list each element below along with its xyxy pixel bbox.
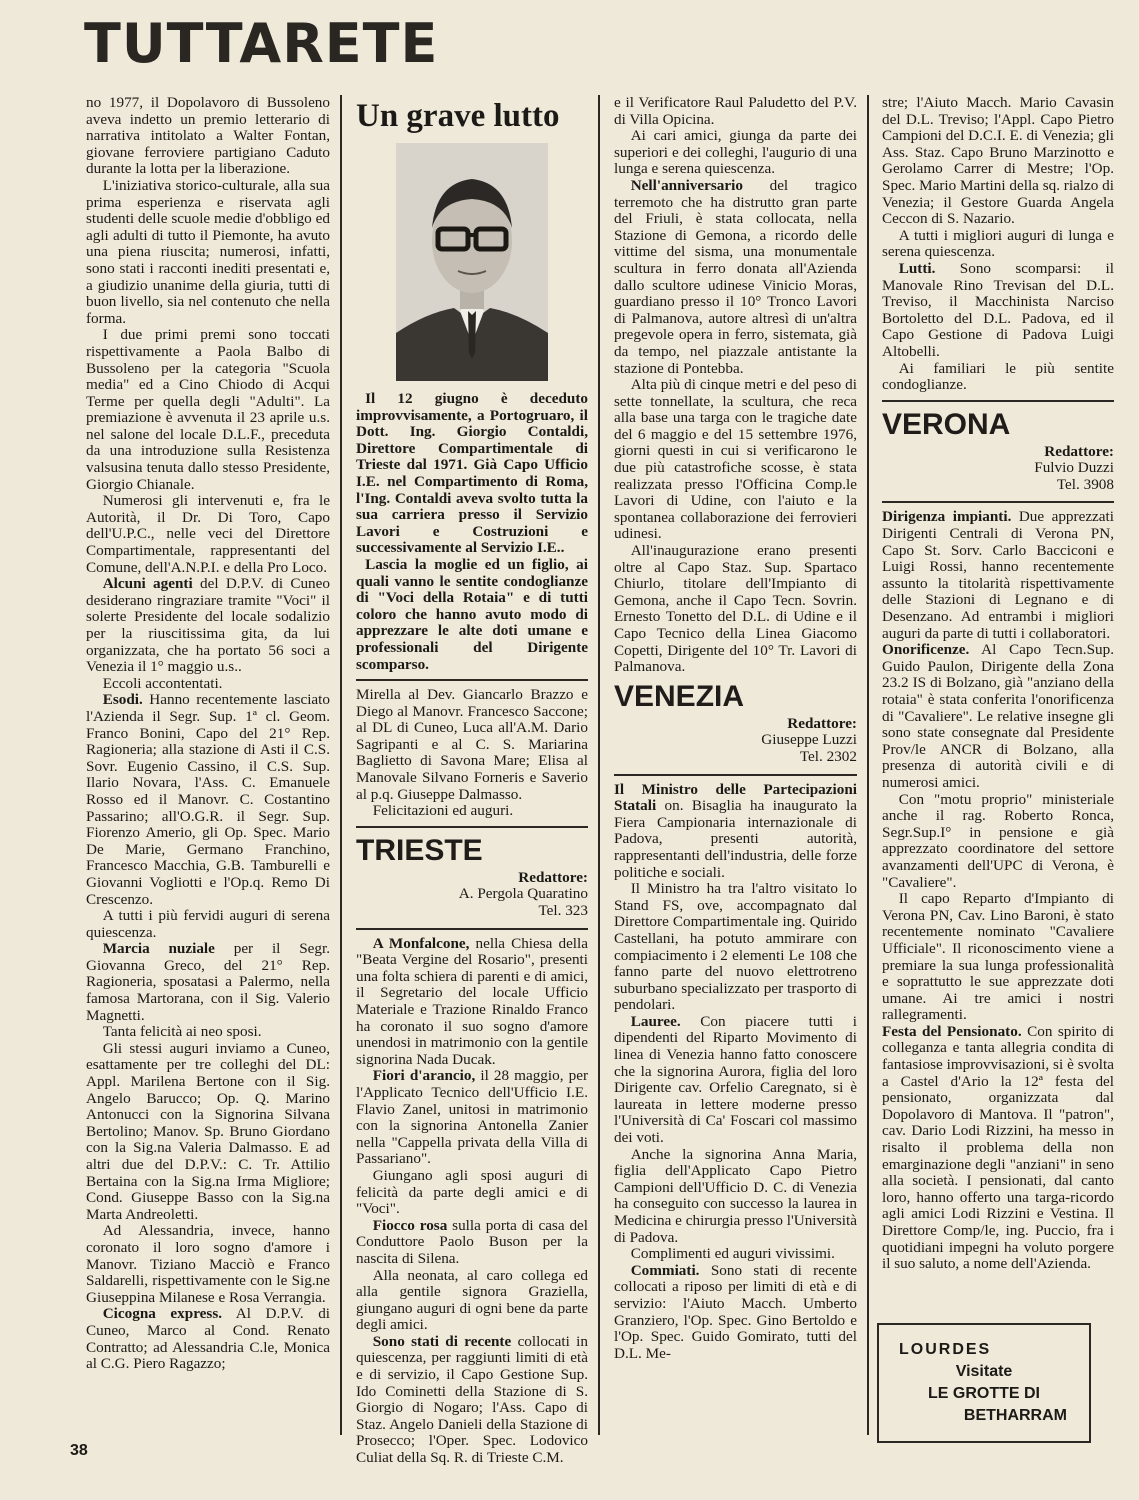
paragraph [882,509,1114,642]
headline-grave-lutto: Un grave lutto [356,98,560,134]
redattore-verona [882,444,1114,494]
paragraph-lead: Alcuni agenti [102,575,193,593]
paragraph-text: Al D.P.V. di Cuneo, Marco al Cond. Renato Contratto; ad Alessandria C.le, Monica al C.G. Piero Ragazzo; [86,1305,331,1373]
paragraph [86,1223,330,1306]
paragraph-lead: Lauree. [630,1012,681,1030]
paragraph [86,676,330,693]
paragraph [86,1041,330,1224]
paragraph [614,1263,857,1363]
paragraph [614,128,857,178]
paragraph [614,1147,857,1247]
portrait-photo [396,143,548,381]
paragraph [356,936,588,1069]
paragraph-text: il 28 maggio, per l'Applicato Tecnico dell'Ufficio I.E. Flavio Zanel, unitosi in matrimonio con la signorina Antonella Zanier nella "Cappella privata della Villa di Passariano". [356,1067,588,1168]
paragraph [356,1218,588,1268]
paragraph [356,687,588,803]
ad-line-3: LE GROTTE DI [928,1385,1040,1402]
paragraph [86,327,330,493]
paragraph-lead: Onorificenze. [882,641,970,659]
paragraph-text: sulla porta di casa del Conduttore Paolo Buson per la nascita di Silena. [356,1216,588,1267]
paragraph-lead: Commiati. [630,1261,700,1279]
paragraph-text: Con piacere tutti i dipendenti del Riparto Movimento di linea di Venezia hanno fatto conoscere che la signorina Aurora, figlia del loro Dirigente cav. Orfelio Caregnato, si è laureata in lettere moderne presso l'Università di Ca' Foscari col massimo dei voti. [614,1012,857,1147]
section-title-venezia: VENEZIA [614,679,745,713]
ad-line-4: BETHARRAM [963,1407,1067,1424]
paragraph-text: Numerosi gli intervenuti e, fra le Autorità, il Dr. Di Toro, Capo dell'U.P.C., nelle veci del Direttore Compartimentale, rappresentanti del Comune, dell'A.N.P.I. e della Pro Loco. [86,492,330,576]
paragraph-text: del tragico terremoto che ha distrutto gran parte del Friuli, è stata collocata, nella Stazione di Gemona, a ricordo delle vittime del sisma, una monumentale scultura in ferro donata all'Azienda dallo scultore udinese Vinicio Moras, guardiano presso il 10° Tronco Lavori di Palmanova, autore altresì di un'altra pregevole opera in ferro, sistemata, già da tempo, nel piazzale antistante la stazione di Pontebba. [614,176,857,377]
paragraph [614,1246,857,1263]
paragraph-text: collocati in quiescenza, per raggiunti limiti di età e di servizio, il Capo Gestione Sup. Ido Cominetti della Stazione di S. Giorgio di Nogaro; l'Ass. Capo di Staz. Angelo Danieli della Stazione di Prosecco; l'Oper. Spec. Lodovico Culiat della Sq. R. di Trieste C.M. [356,1332,588,1467]
paragraph [86,1306,330,1372]
paragraph [86,576,330,676]
page-number: 38 [70,1442,88,1459]
separator [356,928,588,930]
paragraph-lead: A Monfalcone, [372,934,470,952]
column-3 [614,95,857,1455]
paragraph-text: Con "motu proprio" ministeriale anche il rag. Roberto Ronca, Segr.Sup.I° in pensione e già apprezzato coordinatore del settore avanzamenti dell'UPC di Verona, è "Cavaliere". [882,790,1114,891]
paragraph-lead: Dirigenza impianti. [882,508,1012,526]
paragraph-text: A tutti i più fervidi auguri di serena quiescenza. [86,907,330,941]
redattore-label: Redattore: [518,868,588,886]
paragraph [882,261,1114,361]
paragraph-text: A tutti i migliori auguri di lunga e serena quiescenza. [882,226,1114,261]
column-2 [356,95,588,1467]
redattore-trieste [356,870,588,920]
paragraph-lead: Il Ministro delle Partecipazioni Statali [614,780,857,815]
announcements-continued [356,687,588,820]
paragraph [614,543,857,676]
venezia-news-continued [882,95,1114,394]
paragraph-text: Due apprezzati Dirigenti Centrali di Verona PN, Capo St. Sorv. Carlo Bacciconi e Luigi Rossi, hanno recentemente assunto la titolarità rispettivamente delle Stazioni di Legnano e di Desenzano. Ad entrambi i migliori auguri da parte di tutti i collaboratori. [882,508,1114,642]
paragraph-text: Tanta felicità ai neo sposi. [102,1023,262,1041]
paragraph-text: Anche la signorina Anna Maria, figlia dell'Applicato Capo Pietro Campioni dell'Ufficio D. C. di Venezia ha conseguito con successo la laurea in Medicina e chirurgia presso l'Università di Padova. [614,1145,857,1246]
separator [882,501,1114,503]
advertisement-box [877,1323,1091,1443]
paragraph [882,228,1114,261]
paragraph-text: Mirella al Dev. Giancarlo Brazzo e Diego al Manovr. Francesco Saccone; al DL di Cuneo, Luca all'A.M. Dario Sagripanti e al C. S. Mariarina Baglietto di Savona Mare; Elisa al Manovale Silvano Forneris e Saverio al p.q. Giuseppe Dalmasso. [356,686,588,803]
paragraph-text: Eccoli accontentati. [102,674,223,692]
paragraph [356,803,588,820]
paragraph [356,1168,588,1218]
paragraph [882,642,1114,791]
redattore-tel: Tel. 3908 [1056,475,1114,493]
paragraph [614,881,857,1014]
paragraph-text: Ai cari amici, giunga da parte dei superiori e dei colleghi, l'augurio di una lunga e serena quiescenza. [614,127,857,178]
paragraph [86,692,330,908]
paragraph [86,1024,330,1041]
redattore-tel: Tel. 2302 [799,747,857,765]
column-4 [882,95,1114,1455]
paragraph-text: I due primi premi sono toccati rispettivamente a Paola Balbo di Bussoleno per la categoria "Scuola media" ed a Cino Chiodo di Acqui Terme per quella degli "Adulti". La premiazione è avvenuta il 23 aprile u.s. nel salone del locale D.L.F., preceduta da una introduzione sulla Resistenza valsusina tenuta dallo stesso Presidente, Giorgio Chianale. [86,326,330,493]
paragraph-lead: Marcia nuziale [102,940,215,958]
paragraph [356,1068,588,1168]
paragraph-text: Hanno recentemente lasciato l'Azienda il Segr. Sup. 1ª cl. Geom. Franco Bonini, Capo del 21° Rep. Ragioneria; alla stazione di Asti il C.S. Sovr. Eugenio Cassino, il C.S. Sup. Ilario Novara, l'Ass. C. Emanuele Rosso ed il Manovr. C. Costantino Passarino; all'O.G.R. il Segr. Sup. Fiorenzo Amerio, gli Op. Spec. Mario De Marie, Germano Franchino, Francesco Macchia, G.B. Tamburelli e Giovanni Vogliotti e l'Op.q. Remo Di Crescenzo. [86,691,330,908]
paragraph [882,361,1114,394]
paragraph-text: nella Chiesa della "Beata Vergine del Rosario", presenti una folta schiera di parenti e di amici, il Segretario del locale Ufficio Materiale e Trazione Rinaldo Franco ha coronato il suo sogno d'amore unendosi in matrimonio con la gentile signorina Nada Ducak. [356,934,588,1068]
redattore-name: Fulvio Duzzi [1034,459,1114,477]
paragraph-text: Sono scomparsi: il Manovale Rino Trevisan del D.L. Treviso, il Macchinista Narciso Bortoletto del D.L. Padova, ed il Capo Gestione di Padova Luigi Altobelli. [882,259,1114,360]
redattore-tel: Tel. 323 [538,902,588,920]
paragraph [882,792,1114,892]
paragraph-text: All'inaugurazione erano presenti oltre al Capo Staz. Sup. Spartaco Chiurlo, titolare dell'Impianto di Gemona, anche il Capo Tecn. Sovrin. Ernesto Tonetto del D.L. di Udine e il Capo Tecnico della Linea Giacomo Copetti, Dirigente del 10° Tr. Lavori di Palmanova. [614,542,857,676]
ad-line-2: Visitate [955,1363,1013,1380]
paragraph [614,377,857,543]
section-title-verona: VERONA [882,407,1011,441]
paragraph [86,493,330,576]
paragraph-text: Alta più di cinque metri e del peso di sette tonnellate, la scultura, che reca alla base una targa con le tragiche date del 6 maggio e del 15 settembre 1976, giorni questi in cui si verificarono le due più catastrofiche scosse, è stata realizzata presso l'Officina Comp.le Lavori di Udine, con l'aiuto e la spontanea collaborazione dei ferrovieri udinesi. [614,376,857,543]
paragraph [614,178,857,377]
paragraph-text: Il capo Reparto d'Impianto di Verona PN, Cav. Lino Baroni, è stato recentemente nominato "Cavaliere Ufficiale". Il riconoscimento viene a premiare la sua lunga professionalità e soprattutto le sue apprezzate doti umane. Ai tre amici i nostri rallegramenti. [882,890,1114,1024]
paragraph-lead: Cicogna express. [102,1305,223,1323]
redattore-name: A. Pergola Quaratino [458,885,588,903]
separator [356,826,588,828]
paragraph-text: Il Ministro ha tra l'altro visitato lo Stand FS, ove, accompagnato dal Direttore Compartimentale ing. Quirido Castellani, ha potuto ammirare con compiacimento i 2 elementi Le 108 che fanno parte del nuovo elettrotreno suburbano specializzato per trasporto di pendolari. [614,880,857,1014]
paragraph-text: Complimenti ed auguri vivissimi. [630,1245,835,1263]
paragraph-text: Alla neonata, al caro collega ed alla gentile signora Graziella, giungano auguri di ogni bene da parte degli amici. [356,1266,588,1334]
paragraph-lead: Sono stati di recente [372,1332,512,1350]
obituary-paragraph: Il 12 giugno è deceduto improvvisamente, a Portogruaro, il Dott. Ing. Giorgio Contaldi, Direttore Compartimentale di Trieste dal 1971. Già Capo Ufficio I.E. nel Compartimento di Roma, l'Ing. Contaldi aveva svolto tutta la sua carriera presso il Servizio Lavori e Costruzioni e successivamente al Servizio I.E.. [356,390,588,557]
separator [882,400,1114,402]
paragraph-lead: Festa del Pensionato. [882,1022,1022,1040]
column-1 [86,95,330,1455]
column-rule [867,95,869,1435]
ad-line-1: LOURDES [899,1341,992,1358]
paragraph-text: Ai familiari le più sentite condoglianze. [882,359,1114,394]
column-rule [598,95,600,1435]
paragraph-text: Felicitazioni ed auguri. [372,802,514,820]
paragraph-lead: Esodi. [102,691,143,709]
paragraph-text: e il Verificatore Raul Paludetto del P.V. di Villa Opicina. [614,94,857,128]
venezia-news [614,782,857,1363]
trieste-news-continued [614,95,857,676]
paragraph [882,1024,1114,1273]
paragraph-text: per il Segr. Giovanna Greco, del 21° Rep. Ragioneria, sposatasi a Palermo, nella famosa Martorana, con il Sig. Valerio Magnetti. [86,940,330,1024]
redattore-label: Redattore: [1044,442,1114,460]
paragraph [614,782,857,882]
separator [356,679,588,681]
paragraph [614,1014,857,1147]
paragraph-lead: Fiori d'arancio, [372,1067,476,1085]
trieste-news [356,936,588,1467]
paragraph-text: Gli stessi auguri inviamo a Cuneo, esattamente per tre colleghi del DL: Appl. Marilena Bertone con il Sig. Angelo Barucco; Op. Q. Marino Antonucci con la Signorina Silvana Bertolino; Manov. Sp. Bruno Giordano con la Sig.na Valeria Dalmasso. E ad altri due del D.P.V.: C. Tr. Attilio Bertaina con la Sig.na Irma Migliore; Cond. Giuseppe Basso con la Sig.na Marta Andreoletti. [86,1039,330,1223]
paragraph-text: Giungano agli sposi auguri di felicità da parte degli amici e di "Voci". [356,1166,588,1218]
verona-news [882,509,1114,1272]
paragraph [356,1268,588,1334]
paragraph-text: on. Bisaglia ha inaugurato la Fiera Campionaria internazionale di Padova, presenti autorità, rappresentanti dell'industria, delle forze politiche e sociali. [614,797,857,881]
paragraph [614,95,857,128]
redattore-name: Giuseppe Luzzi [761,731,857,749]
paragraph-text: stre; l'Aiuto Macch. Mario Cavasin del D.L. Treviso; l'Appl. Capo Pietro Campioni del D.C.I. E. di Venezia; gli Ass. Staz. Capo Bruno Marzinotto e Gerolamo Carrer di Mestre; l'Op. Spec. Mario Martini della sq. rialzo di Venezia; il Gestore Guarda Angela Ceccon di S. Nazario. [882,94,1114,228]
paragraph-text: Con spirito di colleganza e tanta allegria condita di fantasiose improvvisazioni, si è svolta a Castel d'Ario la 12ª festa del pensionato, organizzata dal Dopolavoro di Mantova. Il "patron", cav. Dario Lodi Rizzini, ha messo in risalto il problema della non emarginazione degli "anziani" in seno alla società. I pensionati, dal canto loro, hanno offerto una targa-ricordo agli amici Lodi Rizzini e Vestina. Il Direttore Comp/le, ing. Puccio, fra i quotidiani impegni ha voluto porgere il suo saluto, a nome dell'Azienda. [882,1022,1114,1273]
obituary-text [356,391,588,673]
masthead: TUTTARETE [84,12,439,75]
paragraph [882,95,1114,228]
paragraph-lead: Lutti. [898,259,936,277]
paragraph [356,1334,588,1467]
paragraph [882,891,1114,1024]
redattore-label: Redattore: [787,714,857,732]
paragraph-text: Al Capo Tecn.Sup. Guido Paulon, Dirigente della Zona 23.2 IS di Bolzano, già "anziano della rotaia" è stata conferita l'onorificenza di "Cavaliere". Le relative insegne gli sono state consegnate dal Presidente Prov/le ANCR di Bolzano, alla presenza di autorità civili e di numerosi amici. [882,641,1114,791]
paragraph-text: del D.P.V. di Cuneo desiderano ringraziare tramite "Voci" il solerte Presidente del locale sodalizio per la riuscitissima gita, da lui organizzata, che ha portato 56 soci a Venezia il 1° maggio u.s.. [86,575,330,676]
paragraph-lead: Fiocco rosa [372,1216,448,1234]
paragraph [86,95,330,178]
paragraph [86,941,330,1024]
paragraph-text: Ad Alessandria, invece, hanno coronato il loro sogno d'amore i Manovr. Tiziano Macciò e Franco Saldarelli, rispettivamente con le Sig.ne Giuseppina Milanese e Rosa Verrangia. [86,1222,330,1306]
paragraph [86,178,330,327]
paragraph-text: L'iniziativa storico-culturale, alla sua prima esperienza e riservata agli studenti delle scuole medie d'obbligo ed agli adulti di tutto il Piemonte, ha avuto una piena riuscita; numerosi, infatti, sono stati i racconti inediti presentati e, a giudizio unanime della giuria, tutti di buon livello, sia nel contenuto che nella forma. [86,176,330,327]
paragraph-text: Sono stati di recente collocati a riposo per limiti di età e di servizio: l'Aiuto Macch. Umberto Granziero, l'Op. Spec. Gino Bertoldo e l'Op. Spec. Guido Gomirato, tutti del D.L. Me- [614,1261,857,1362]
paragraph-lead: Nell'anniversario [630,176,743,194]
column-rule [340,95,342,1435]
paragraph-text: no 1977, il Dopolavoro di Bussoleno aveva indetto un premio letterario di narrativa intitolato a Walter Fontan, giovane ferroviere partigiano Caduto durante la lotta per la liberazione. [86,94,330,178]
obituary-paragraph: Lascia la moglie ed un figlio, ai quali vanno le sentite condoglianze di "Voci della Rotaia" e di tutti coloro che hanno avuto modo di apprezzare le alte doti umane e professionali del Dirigente scomparso. [356,555,588,673]
section-title-trieste: TRIESTE [356,833,483,867]
redattore-venezia [614,716,857,766]
paragraph [86,908,330,941]
separator [614,774,857,776]
